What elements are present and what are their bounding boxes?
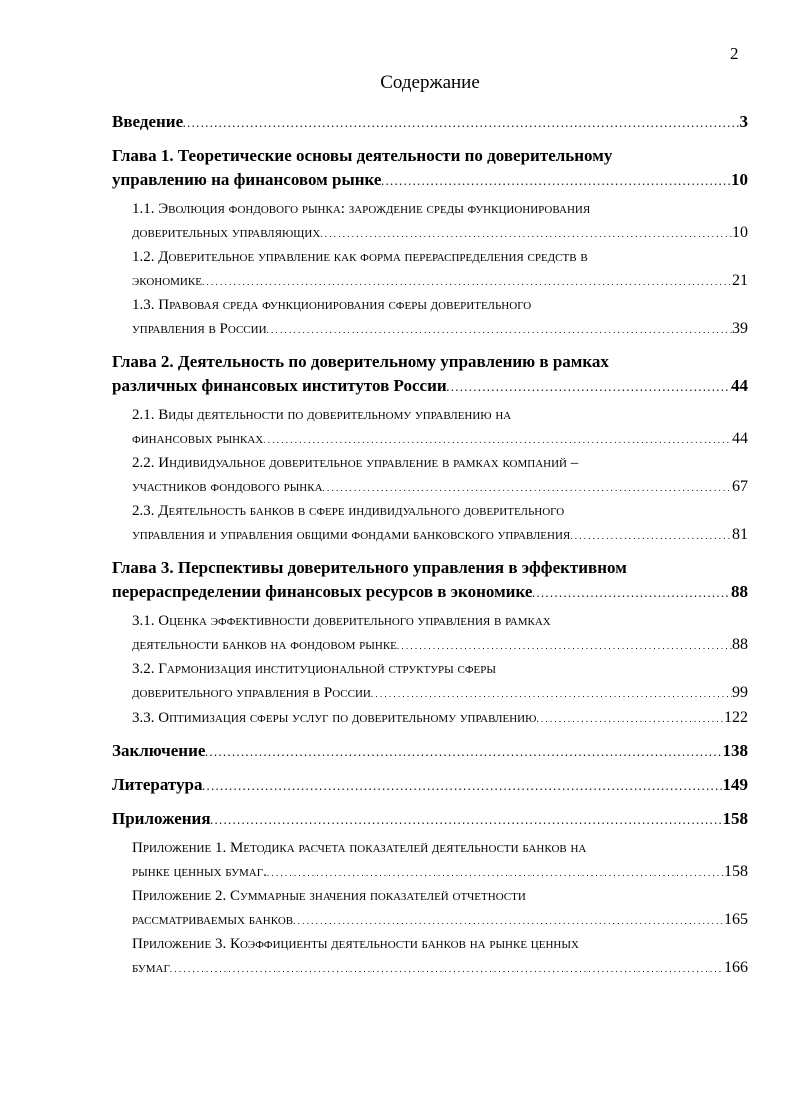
toc-entry-section-1-3[interactable]: [132, 294, 748, 342]
toc-entry-text: перераспределении финансовых ресурсов в экономике: [112, 582, 533, 601]
toc-entry-section-3-3[interactable]: [132, 706, 748, 731]
leader-dots: [320, 222, 732, 246]
toc-entry-text: Приложение 1. Методика расчета показателей деятельности банков на: [132, 840, 587, 856]
toc-entry-section-2-1[interactable]: [132, 404, 748, 452]
toc-entry-text: рынке ценных бумаг.: [132, 864, 267, 880]
leader-dots: [183, 110, 739, 136]
toc-page-number: 149: [722, 775, 748, 794]
toc-entry-text: бумаг: [132, 960, 170, 976]
toc-page-number: 122: [724, 709, 748, 726]
leader-dots: [293, 909, 724, 933]
toc-entry-text: 2.3. Деятельность банков в сфере индивидуального доверительного: [132, 503, 565, 519]
toc-page-number: 166: [724, 959, 748, 976]
toc-entry-text: Введение: [112, 112, 184, 131]
toc-page-number: 44: [731, 376, 748, 395]
page-number: 2: [730, 44, 739, 63]
toc-entry-text: 3.2. Гармонизация институциональной структуры сферы: [132, 661, 496, 677]
toc-entry-text: деятельности банков на фондовом рынке: [132, 637, 397, 653]
leader-dots: [263, 428, 732, 452]
toc-entry-appendices[interactable]: [112, 807, 748, 833]
toc-entry-text: Литература: [112, 775, 203, 794]
toc-page-number: 88: [731, 582, 748, 601]
leader-dots: [323, 476, 732, 500]
toc-entry-text: управления и управления общими фондами банковского управления: [132, 527, 571, 543]
toc-entry-text: участников фондового рынка: [132, 479, 323, 495]
toc-page-number: 165: [724, 911, 748, 928]
leader-dots: [202, 773, 722, 799]
leader-dots: [397, 634, 732, 658]
toc-entry-text: управления в России: [132, 321, 267, 337]
toc-entry-section-2-2[interactable]: [132, 452, 748, 500]
toc-entry-text: 1.2. Доверительное управление как форма перераспределения средств в: [132, 249, 588, 265]
toc-page-number: 44: [732, 430, 748, 447]
toc-page-number: 3: [739, 112, 748, 131]
leader-dots: [170, 957, 724, 981]
toc-entry-literature[interactable]: [112, 773, 748, 799]
toc-page-number: 99: [732, 684, 748, 701]
leader-dots: [371, 682, 732, 706]
toc-entry-text: 1.3. Правовая среда функционирования сферы доверительного: [132, 297, 532, 313]
toc-entry-text: Глава 3. Перспективы доверительного управления в эффективном: [112, 558, 627, 577]
toc-page-number: 81: [732, 526, 748, 543]
toc-page-number: 158: [722, 809, 748, 828]
toc-entry-text: Приложения: [112, 809, 211, 828]
toc-page-number: 158: [724, 863, 748, 880]
table-of-contents: [112, 110, 748, 981]
leader-dots: [570, 524, 732, 548]
leader-dots: [447, 374, 731, 400]
leader-dots: [532, 580, 731, 606]
leader-dots: [536, 707, 724, 731]
toc-entry-chapter-1[interactable]: [112, 144, 748, 194]
leader-dots: [267, 861, 724, 885]
toc-page-number: 39: [732, 320, 748, 337]
toc-entry-section-1-2[interactable]: [132, 246, 748, 294]
toc-entry-appendix-3[interactable]: [132, 933, 748, 981]
toc-entry-text: экономике: [132, 273, 202, 289]
toc-entry-text: 2.1. Виды деятельности по доверительному управлению на: [132, 407, 512, 423]
toc-entry-chapter-2[interactable]: [112, 350, 748, 400]
toc-entry-text: Приложение 3. Коэффициенты деятельности банков на рынке ценных: [132, 936, 579, 952]
page-title: Содержание: [380, 72, 480, 93]
leader-dots: [211, 807, 723, 833]
toc-entry-section-3-2[interactable]: [132, 658, 748, 706]
leader-dots: [267, 318, 732, 342]
toc-entry-section-1-1[interactable]: [132, 198, 748, 246]
toc-entry-text: 3.1. Оценка эффективности доверительного управления в рамках: [132, 613, 551, 629]
toc-entry-conclusion[interactable]: [112, 739, 748, 765]
toc-entry-text: рассматриваемых банков: [132, 912, 294, 928]
toc-entry-text: финансовых рынках: [132, 431, 264, 447]
toc-entry-chapter-3[interactable]: [112, 556, 748, 606]
toc-page-number: 138: [722, 741, 748, 760]
toc-entry-text: Глава 1. Теоретические основы деятельности по доверительному: [112, 146, 613, 165]
leader-dots: [202, 270, 732, 294]
toc-entry-appendix-1[interactable]: [132, 837, 748, 885]
toc-entry-text: доверительных управляющих: [132, 225, 321, 241]
toc-entry-introduction[interactable]: [112, 110, 748, 136]
toc-entry-appendix-2[interactable]: [132, 885, 748, 933]
leader-dots: [381, 168, 731, 194]
toc-page-number: 88: [732, 636, 748, 653]
toc-entry-text: 2.2. Индивидуальное доверительное управление в рамках компаний –: [132, 455, 579, 471]
toc-entry-text: 3.3. Оптимизация сферы услуг по доверительному управлению: [132, 710, 537, 726]
toc-page-number: 10: [732, 224, 748, 241]
toc-page-number: 10: [731, 170, 748, 189]
toc-entry-text: доверительного управления в России: [132, 685, 371, 701]
toc-entry-text: Глава 2. Деятельность по доверительному управлению в рамках: [112, 352, 609, 371]
toc-entry-section-2-3[interactable]: [132, 500, 748, 548]
toc-entry-section-3-1[interactable]: [132, 610, 748, 658]
toc-entry-text: 1.1. Эволюция фондового рынка: зарождение среды функционирования: [132, 201, 591, 217]
toc-entry-text: различных финансовых институтов России: [112, 376, 447, 395]
toc-page-number: 67: [732, 478, 748, 495]
toc-page-number: 21: [732, 272, 748, 289]
toc-entry-text: Заключение: [112, 741, 206, 760]
toc-entry-text: Приложение 2. Суммарные значения показателей отчетности: [132, 888, 526, 904]
leader-dots: [205, 739, 722, 765]
toc-entry-text: управлению на финансовом рынке: [112, 170, 382, 189]
